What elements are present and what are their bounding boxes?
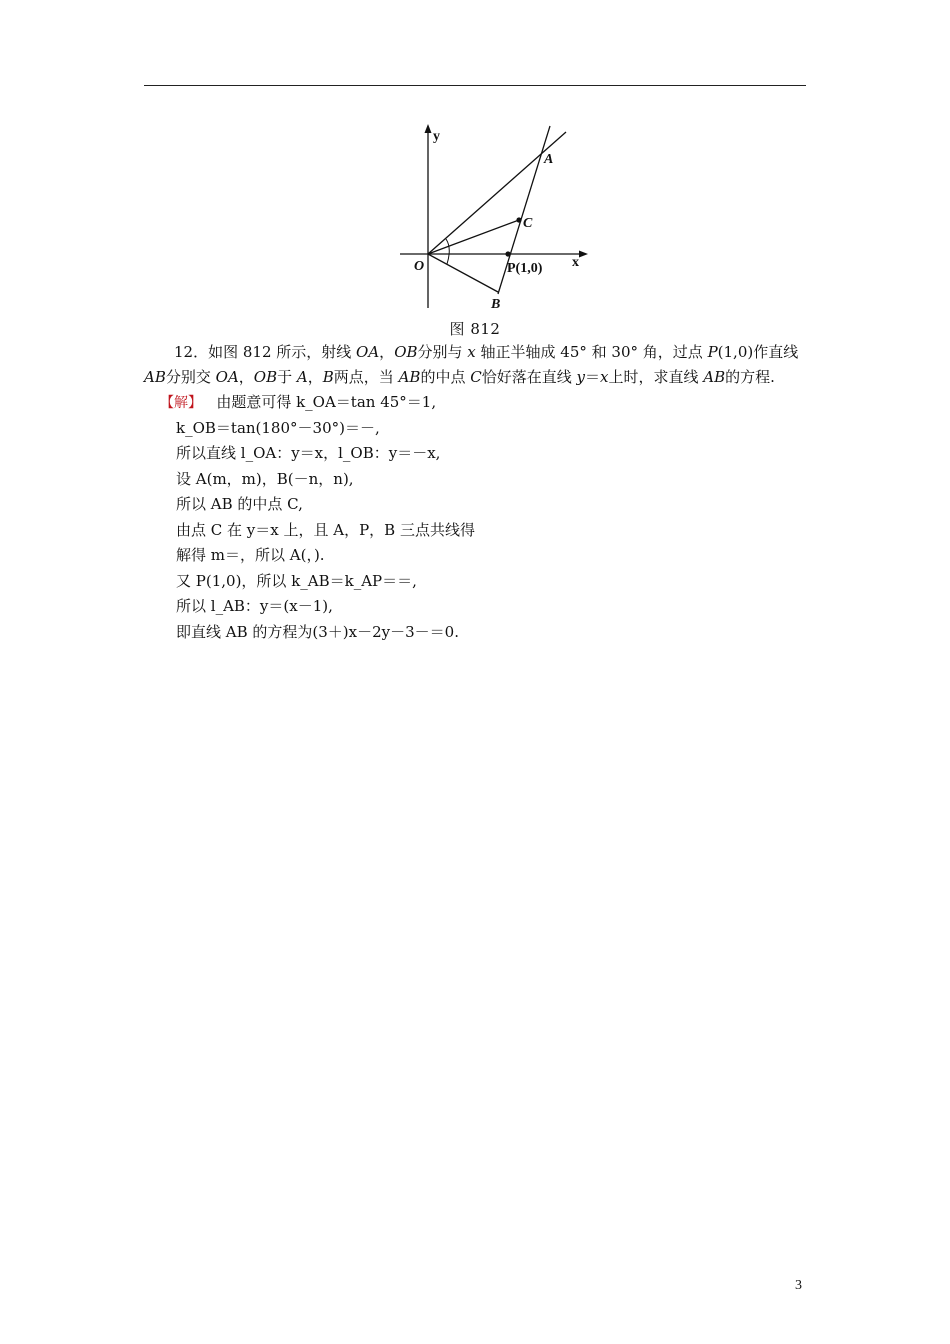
point-p-label: P(1,0) [507, 261, 543, 276]
problem-comma-3: ， [307, 368, 323, 386]
origin-label: O [414, 259, 425, 274]
point-c-label: C [523, 216, 533, 231]
solution-line-8: 又 P(1,0)，所以 k_AB＝k_AP＝＝, [176, 571, 417, 590]
problem-oa: OA [356, 343, 380, 361]
problem-comma: ， [379, 343, 395, 361]
problem-y: y [576, 368, 585, 386]
solution-line-6: 由点 C 在 y＝x 上，且 A，P，B 三点共线得 [176, 520, 475, 539]
problem-text-2: 分别与 [417, 343, 468, 361]
x-axis-label: x [572, 255, 579, 270]
ray-oa [428, 132, 566, 254]
ray-ob [428, 254, 498, 292]
problem-text-7: 两点，当 [333, 368, 399, 386]
problem-text-3: 轴正半轴成 45° 和 30° 角，过点 [475, 343, 708, 361]
problem-x-2: x [599, 368, 609, 386]
problem-comma-2: ， [238, 368, 254, 386]
problem-eq: ＝ [584, 368, 600, 386]
problem-ob-2: OB [253, 368, 278, 386]
problem-ob: OB [394, 343, 418, 361]
coordinate-diagram [390, 118, 600, 318]
problem-oa-2: OA [215, 368, 239, 386]
solution-line-2: k_OB＝tan(180°－30°)＝－, [176, 418, 380, 437]
problem-x: x [467, 343, 476, 361]
angle-arc [446, 239, 449, 264]
problem-text-9: 恰好落在直线 [481, 368, 577, 386]
problem-text-11: 的方程. [725, 368, 775, 386]
solution-line-1-text: 由题意可得 k_OA＝tan 45°＝1, [216, 393, 437, 411]
problem-p: P [707, 343, 718, 361]
problem-statement [144, 340, 806, 390]
problem-text-8: 的中点 [420, 368, 471, 386]
point-a-label: A [544, 152, 554, 167]
page-number: 3 [795, 1278, 802, 1293]
solution-line-5: 所以 AB 的中点 C, [176, 495, 303, 513]
solution-tag: 【解】 [160, 395, 202, 411]
point-c-dot [516, 217, 521, 222]
segment-oc [428, 220, 519, 254]
solution-line-9: 所以 l_AB：y＝(x－1), [176, 597, 333, 615]
problem-text-5: 分别交 [165, 368, 216, 386]
geometry-figure [390, 118, 600, 318]
solution-line-7: 解得 m＝，所以 A(，). [176, 546, 325, 564]
point-p-dot [505, 251, 510, 256]
x-axis-arrow [579, 251, 588, 258]
solution-line-3: 所以直线 l_OA：y＝x，l_OB：y＝－x, [176, 444, 441, 462]
problem-b: B [322, 368, 334, 386]
problem-text-4: (1,0)作直线 [717, 343, 799, 361]
solution-line-4: 设 A(m，m)，B(－n，n), [176, 469, 354, 488]
point-b-label: B [491, 297, 501, 312]
y-axis-label: y [433, 129, 440, 144]
problem-text-10: 上时，求直线 [608, 368, 704, 386]
problem-c: C [470, 368, 482, 386]
solution-line-10: 即直线 AB 的方程为(3＋)x－2y－3－＝0. [176, 622, 459, 641]
problem-ab-2: AB [398, 368, 421, 386]
header-rule [144, 85, 806, 86]
y-axis-arrow [425, 124, 432, 133]
problem-text-1: 12．如图 812 所示，射线 [174, 343, 357, 361]
problem-text-6: 于 [277, 368, 297, 386]
problem-a: A [296, 368, 308, 386]
solution-line-1 [160, 390, 806, 416]
solution-block [160, 390, 806, 645]
problem-ab: AB [144, 368, 166, 386]
figure-caption: 图 812 [449, 320, 501, 338]
problem-ab-3: AB [703, 368, 726, 386]
